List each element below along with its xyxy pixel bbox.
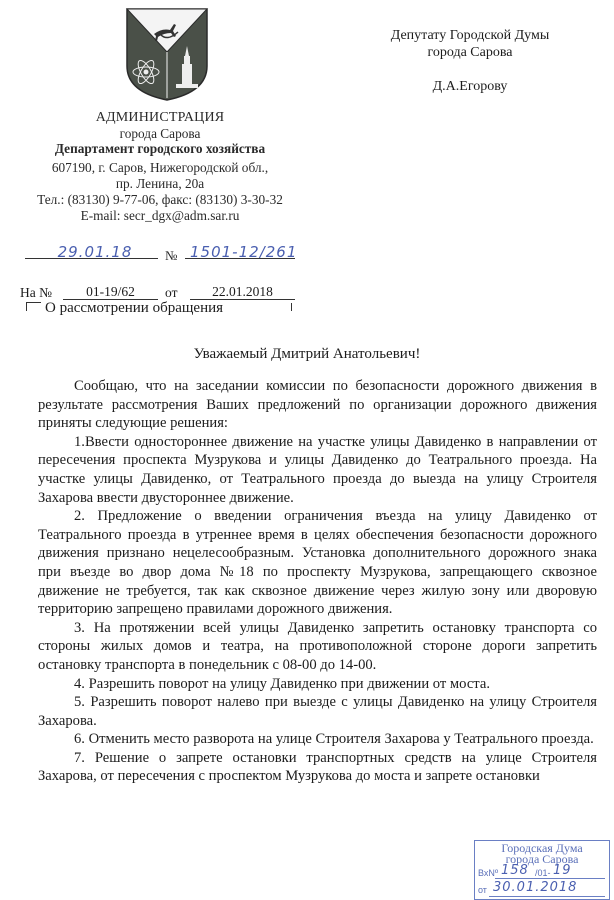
- recipient-name: Д.А.Егорову: [432, 79, 508, 94]
- sarov-coat-of-arms-icon: [124, 6, 210, 102]
- email-address: E-mail: secr_dgx@adm.sar.ru: [80, 208, 240, 223]
- stamp-city: города Сарова: [505, 852, 579, 866]
- body-paragraph: 2. Предложение о введении ограничения въезда на улицу Давиденко от Театрального проезда в утреннее время в целях обеспечения безопасности дорожного движения признано нецелесообразным. Установка дополнительного дорожного знака при въезде во двор дома №18 по проспекту Музрукова, запрещающего сквозное движение не требуется, так как сквозное движение через жилую зону или дворовую территорию запрещено правилами дорожного движения.: [38, 508, 597, 618]
- recipient-city: города Сарова: [427, 45, 513, 60]
- body-paragraph: 5. Разрешить поворот налево при выезде с улицы Давиденко на улицу Строителя Захарова.: [38, 694, 597, 729]
- greeting: Уважаемый Дмитрий Анатольевич!: [193, 346, 421, 362]
- address-line-2: пр. Ленина, 20а: [115, 176, 205, 191]
- org-city: города Сарова: [119, 126, 201, 141]
- coat-of-arms-emblem: [124, 6, 210, 102]
- department-name: Департамент городского хозяйства: [54, 141, 266, 156]
- stamp-separator: /01-: [535, 868, 551, 878]
- org-name: АДМИНИСТРАЦИЯ: [95, 110, 225, 125]
- stamp-in-suffix: 19: [553, 863, 572, 878]
- body-paragraph: Сообщаю, что на заседании комиссии по безопасности дорожного движения в результате рассмотрения Ваших предложений по организации дорожного движения приняты следующие решения:: [38, 378, 597, 432]
- body-paragraph: 6. Отменить место разворота на улице Строителя Захарова у Театрального проезда.: [74, 731, 594, 748]
- phone-fax: Тел.: (83130) 9-77-06, факс: (83130) 3-30-32: [37, 192, 283, 207]
- outgoing-date: 29.01.18: [57, 243, 133, 261]
- body-paragraph: 3. На протяжении всей улицы Давиденко запретить остановку транспорта со стороны жилых домов и театра, на противоположной стороне дороги запретить остановку транспорта в понедельник с 08-00 до 14-00.: [38, 619, 597, 673]
- outgoing-number-line: [185, 258, 295, 259]
- address-line-1: 607190, г. Саров, Нижегородской обл.,: [51, 160, 269, 175]
- outgoing-date-line: [25, 258, 158, 259]
- body-paragraph: 1.Ввести одностороннее движение на участке улицы Давиденко в направлении от пересечения проспекта Музрукова и улицы Давиденко до Театрального проезда. На участке улицы Давиденко, от Театрального проезда до выезда на улицу Строителя Захарова ввести двустороннее движение.: [38, 433, 597, 506]
- reference-number: 01-19/62: [86, 284, 135, 299]
- subject-corner-left: [26, 302, 41, 311]
- outgoing-number: 1501-12/261: [190, 243, 298, 261]
- reference-date: 22.01.2018: [212, 284, 273, 299]
- letter-subject: О рассмотрении обращения: [45, 300, 224, 316]
- incoming-registration-stamp: [474, 840, 610, 900]
- stamp-org: Городская Дума: [501, 841, 583, 855]
- reference-from-label: от: [165, 285, 178, 300]
- body-paragraph: 4. Разрешить поворот на улицу Давиденко при движении от моста.: [74, 675, 490, 692]
- reference-label: На №: [20, 285, 52, 300]
- stamp-from-label: от: [478, 885, 487, 895]
- stamp-in-label: ВхNº: [478, 868, 499, 878]
- outgoing-number-label: №: [165, 248, 178, 263]
- stamp-rule: [489, 896, 605, 897]
- stamp-in-number: 158: [501, 863, 529, 878]
- letter-body: [38, 377, 597, 786]
- recipient-title: Депутату Городской Думы: [390, 28, 550, 43]
- stamp-rule: [495, 878, 605, 879]
- body-paragraph: 7. Решение о запрете остановки транспортных средств на улице Строителя Захарова, от пересечения с проспектом Музрукова до моста и запрете остановки: [38, 749, 597, 785]
- stamp-date: 30.01.2018: [493, 880, 578, 895]
- subject-corner-right: [291, 303, 292, 311]
